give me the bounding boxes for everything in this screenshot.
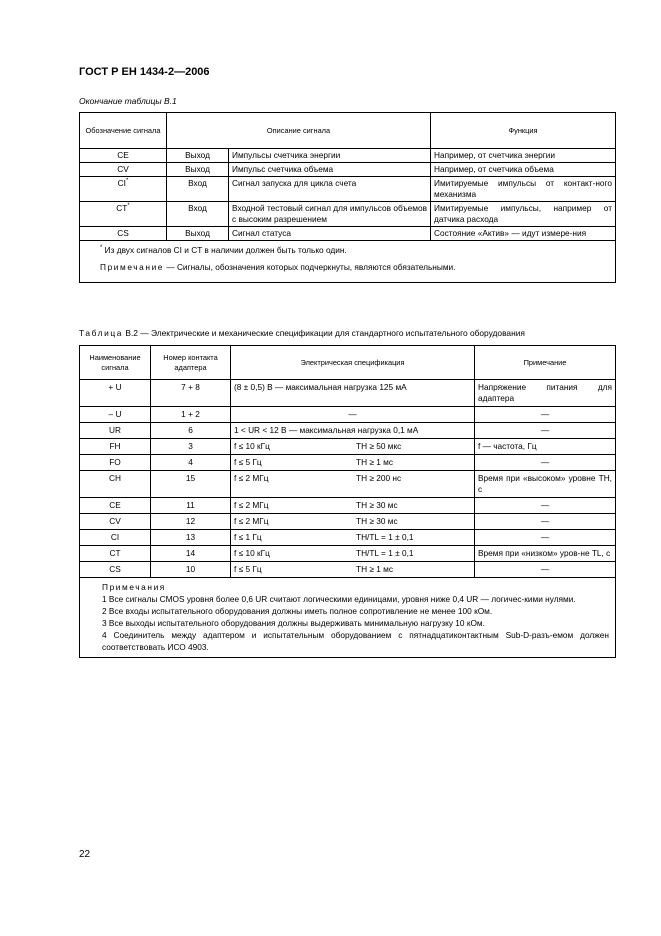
spec-cell [231,455,475,471]
spec-cell [231,530,475,546]
description-cell: Сигнал запуска для цикла счета [229,177,431,202]
pin-cell: 13 [151,530,231,546]
signal-cell: CT [80,546,151,562]
table2-header-signal: Наименование сигнала [80,346,151,380]
table-row [80,562,616,578]
table2-header-note: Примечание [475,346,616,380]
direction-cell: Вход [167,177,229,202]
spec-value: f ≤ 1 Гц [234,532,262,542]
note-cell: — [475,498,616,514]
table-row [80,227,616,241]
spec-value: f ≤ 2 МГц [234,516,269,526]
table-row [80,149,616,163]
note-cell: f — частота, Гц [475,439,616,455]
spec-timing: TH ≥ 30 мс [356,516,398,526]
pin-cell: 12 [151,514,231,530]
note-cell: — [475,423,616,439]
table2-note-3: 3 Все выходы испытательного оборудования должны выдерживать минимальную нагрузку 10 кОм. [102,618,485,628]
table2-note-1: 1 Все сигналы CMOS уровня более 0,6 UR считают логическими единицами, уровня ниже 0,4 UR — логичес-кими нулями. [102,594,576,604]
table2-note-4: 4 Соединитель между адаптером и испытательным оборудованием с пятнадцатиконтактным Sub-D-разъ-емом должен соответствовать ИСО 4903. [102,630,609,652]
spec-timing: TH/TL = 1 ± 0,1 [356,532,414,542]
table1-note: Примечание — Сигналы, обозначения которых подчеркнуты, являются обязательными. [100,262,456,272]
table-row [80,380,616,407]
table1-header-description: Описание сигнала [167,113,431,149]
note-cell: — [475,530,616,546]
function-cell: Например, от счетчика энергии [431,149,616,163]
spec-timing [407,382,471,393]
table-row [80,455,616,471]
signal-cell: CH [80,471,151,498]
spec-cell [231,439,475,455]
direction-cell: Выход [167,227,229,241]
signal-cell: CS [80,227,167,241]
pin-cell: 14 [151,546,231,562]
direction-cell: Выход [167,149,229,163]
description-cell: Сигнал статуса [229,227,431,241]
table-row [80,163,616,177]
signal-cell: CV [80,514,151,530]
table1-notes [80,241,616,283]
pin-cell: 4 [151,455,231,471]
spec-cell [231,562,475,578]
table-row [80,471,616,498]
signal-cell: CS [80,562,151,578]
table-row [80,546,616,562]
note-cell: Напряжение питания для адаптера [475,380,616,407]
direction-cell: Вход [167,202,229,227]
signal-cell: FO [80,455,151,471]
table1-caption: Окончание таблицы В.1 [79,96,177,106]
spec-cell [231,407,475,423]
spec-value: f ≤ 5 Гц [234,564,262,574]
signal-cell: FH [80,439,151,455]
spec-value: f ≤ 10 кГц [234,548,270,558]
table2-notes-label: Примечания [102,582,166,592]
description-cell: Входной тестовый сигнал для импульсов объемов с высоким разрешением [229,202,431,227]
signal-cell: CV [80,163,167,177]
table2-header-pin: Номер контакта адаптера [151,346,231,380]
signal-cell: UR [80,423,151,439]
note-cell: Время при «низком» уров-не TL, с [475,546,616,562]
table-row [80,530,616,546]
spec-timing: TH ≥ 50 мкс [356,441,402,451]
table2-note-2: 2 Все входы испытательного оборудования должны иметь полное сопротивление не менее 100 кОм. [102,606,493,616]
spec-timing: TH ≥ 30 мс [356,500,398,510]
table2-notes [80,578,616,658]
spec-timing: TH ≥ 1 мс [356,457,393,467]
spec-value: f ≤ 10 кГц [234,441,270,451]
spec-timing [418,425,471,436]
pin-cell: 6 [151,423,231,439]
spec-cell [231,471,475,498]
spec-cell [231,423,475,439]
spec-cell [231,514,475,530]
pin-cell: 1 + 2 [151,407,231,423]
signal-cell: + U [80,380,151,407]
function-cell: Состояние «Актив» — идут измере-ния [431,227,616,241]
table2-caption: Таблица В.2 — Электрические и механические спецификации для стандартного испытательного оборудования [79,328,525,338]
table-row [80,202,616,227]
note-cell: — [475,562,616,578]
description-cell: Импульс счетчика объема [229,163,431,177]
note-cell: — [475,514,616,530]
signal-cell: CI* [80,177,167,202]
table1-header-signal: Обозначение сигнала [80,113,167,149]
spec-cell [231,380,475,407]
signal-cell: CI [80,530,151,546]
spec-timing: TH/TL = 1 ± 0,1 [356,548,414,558]
signal-cell: CT* [80,202,167,227]
spec-timing: TH ≥ 1 мс [356,564,393,574]
note-cell: — [475,455,616,471]
specification-table [79,345,616,658]
table1-header-function: Функция [431,113,616,149]
function-cell: Например, от счетчика объема [431,163,616,177]
pin-cell: 15 [151,471,231,498]
pin-cell: 3 [151,439,231,455]
spec-value: — [348,409,357,419]
pin-cell: 7 + 8 [151,380,231,407]
page-number: 22 [79,849,91,860]
spec-cell [231,546,475,562]
table2-header-spec: Электрическая спецификация [231,346,475,380]
table-row [80,423,616,439]
table-row [80,498,616,514]
function-cell: Имитируемые импульсы от контакт-ного механизма [431,177,616,202]
table1-footnote: * Из двух сигналов CI и CT в наличии должен быть только один. [100,245,347,255]
table-row [80,514,616,530]
page-header: ГОСТ Р ЕН 1434-2—2006 [79,66,210,78]
signal-cell: CE [80,498,151,514]
direction-cell: Выход [167,163,229,177]
signal-table [79,112,616,283]
function-cell: Имитируемые импульсы, например от датчика расхода [431,202,616,227]
note-cell: — [475,407,616,423]
spec-value: f ≤ 2 МГц [234,473,269,483]
spec-value: 1 < UR < 12 В — максимальная нагрузка 0,1 мА [234,425,419,435]
spec-value: (8 ± 0,5) В — максимальная нагрузка 125 мА [234,382,407,392]
pin-cell: 10 [151,562,231,578]
table-row [80,439,616,455]
spec-cell [231,498,475,514]
table-row [80,407,616,423]
signal-cell: CE [80,149,167,163]
pin-cell: 11 [151,498,231,514]
table-row [80,177,616,202]
spec-value: f ≤ 5 Гц [234,457,262,467]
spec-value: f ≤ 2 МГц [234,500,269,510]
signal-cell: – U [80,407,151,423]
note-cell: Время при «высоком» уровне TH, с [475,471,616,498]
spec-timing: TH ≥ 200 нс [356,473,402,483]
description-cell: Импульсы счетчика энергии [229,149,431,163]
